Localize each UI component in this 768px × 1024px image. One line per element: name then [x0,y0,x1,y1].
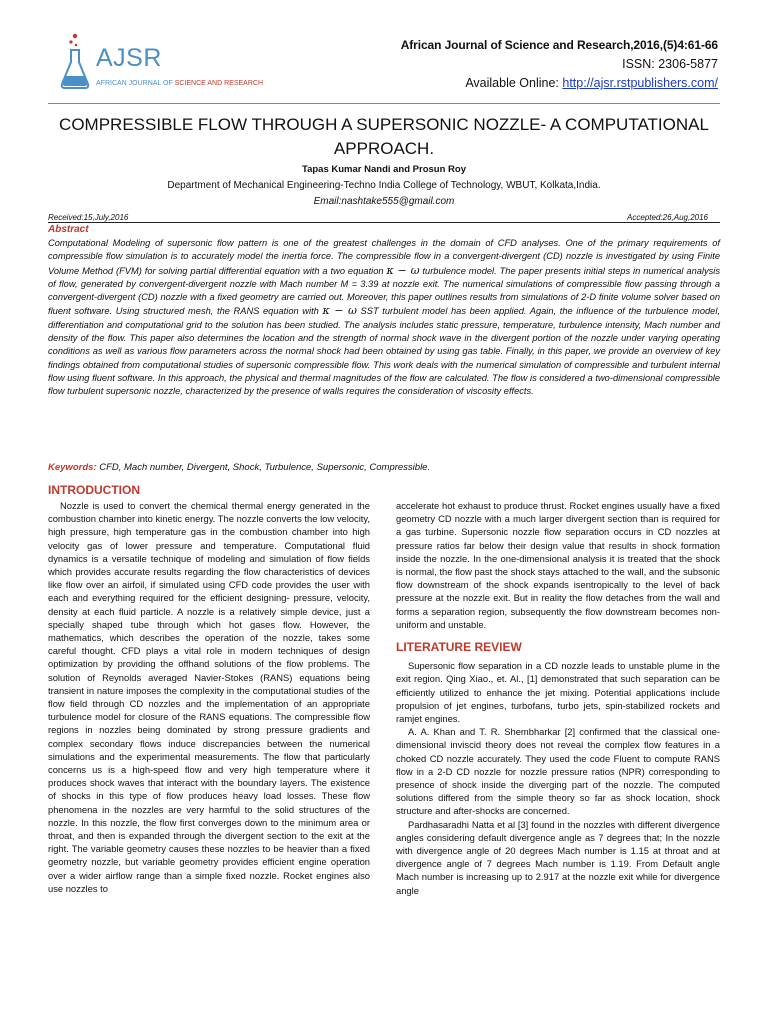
right-column [396,499,720,897]
logo-name: AJSR [96,44,162,72]
kappa-omega-symbol: κ − ω [322,304,357,318]
flask-icon [60,30,96,94]
received-date: Received:15,July,2016 [48,213,129,222]
journal-logo [60,30,300,100]
journal-info [401,36,718,93]
email: Email:nashtake555@gmail.com [313,196,455,207]
introduction-paragraph: Nozzle is used to convert the chemical thermal energy generated in the combustion chamber into kinetic energy. The nozzle converts the low velocity, high pressure, high temperature gas in the combustion chamber into high velocity gas of lower pressure and temperature. Computational fluid dynamics is a versatile technique of modeling and simulation of flow fields which provides accurate results regarding the flow characteristics of devices like flow over an airfoil, if simulated using CFD code provides the user with each and everything required for the efficient designing- pressure, velocity, density at each fluid particle. A nozzle is a relatively simple device, just a specially shaped tube through which hot gases flow. However, the mathematics, which describes the operation of the nozzle, takes some careful thought. CFD plays a vital role in modern techniques of design optimization by providing the offhand solutions of the flow problems. The solution of Reynolds averaged Navier-Stokes (RANS) equations being transient in nature imposes the complexity in the computational studies of the flow field through CD nozzles and the implementation of an appropriate turbulence model for closure of the RANS equations. The compressible flow regions in nozzles being dominated by strong pressure gradients and complex secondary flows induce discrepancies between the numerical simulations and the experimental measurements. The flow that particularly concerns us is a high-speed flow and very high temperature where it produces shock waves that interact with the boundary layers. The existence of shocks in this type of flow produces heavy load losses. These flow phenomena in the nozzles are very harmful to the solid structures of the nozzle. In this nozzle, the flow first converges down to the minimum area or throat, and then is expanded through the divergent section to the exit at the right. The variable geometry causes these nozzles to be heavier than a fixed geometry nozzle, but variable geometry provides efficient engine operation over a wider airflow range than a simple fixed nozzle. Rocket engines also use nozzles to [48,500,370,894]
issn: ISSN: 2306-5877 [622,57,718,71]
introduction-paragraph-continued: accelerate hot exhaust to produce thrust. Rocket engines usually have a fixed geometry CD nozzle with a much larger divergent section than is required for a gas turbine. Supersonic nozzle flow separation occurs in CD nozzles at pressure ratios far below their design value that results in shock formation inside the nozzle. In the one-dimensional analysis it is treated that the shock is normal, the flow past the shock stays attached to the wall, and the subsonic flow downstream of the shock expands isentropically to the level of back pressure at the nozzle exit. But in reality the flow detaches from the wall and forms a separation region, subsequently the flow downstream becomes non-uniform and unstable. [396,500,720,630]
accepted-date: Accepted:26,Aug,2016 [627,213,708,222]
literature-paragraph: Supersonic flow separation in a CD nozzle leads to unstable plume in the exit region. Qing Xiao., et. Al., [1] demonstrated that such separation can be efficiently utilized to enhance the jet mixing. Potential applications include propulsion of jet engines, turbofans, turbo jets, spin-stabilized rockets and ramjet engines. [396,660,720,725]
affiliation: Department of Mechanical Engineering-Techno India College of Technology, WBUT, Kolkata,India. [167,180,601,191]
introduction-column [48,499,370,895]
header-divider [48,103,720,104]
logo-subtitle: AFRICAN JOURNAL OF SCIENCE AND RESEARCH [96,80,263,87]
paper-title: COMPRESSIBLE FLOW THROUGH A SUPERSONIC NOZZLE- A COMPUTATIONAL APPROACH. [59,115,709,158]
journal-url-link[interactable]: http://ajsr.rstpublishers.com/ [562,76,718,90]
literature-paragraph: A. A. Khan and T. R. Shembharkar [2] confirmed that the classical one-dimensional inviscid theory does not reveal the complex flow features in a choked CD nozzle accurately. They used the code Fluent to compute RANS flow in a 2-D CD nozzle for nozzle pressure ratios (NPR) corresponding to presence of shock inside the diverging part of the nozzle. The computed solutions differed from the simple theory so far as shock location, shock structure and after-shocks are concerned. [396,726,720,817]
abstract-text: Computational Modeling of supersonic flow pattern is one of the greatest challenges in the domain of CFD analyses. One of the primary requirements of compressible flow simulation is to accurately model the inertia force. The compressible flow in a convergent-divergent (CD) nozzle is investigated by using Finite Volume Method (FVM) for solving partial differential equation with a two equation κ − ω turbulence model. The paper presents initial steps in numerical analysis of flow, generated by convergent-divergent nozzle with Mach number M = 3.39 at nozzle exit. The numerical simulations of compressible flow passing through a convergent-divergent (CD) nozzle with a fixed geometry are carried out. Moreover, this paper outlines results from simulations of 2-D finite volume solver based on fluent software. Using structured mesh, the RANS equation with κ − ω SST turbulent model has been applied. Again, the influence of the turbulence model, differentiation and computational grid to the solution has been studied. The analysis includes static pressure, temperature, turbulence intensity, Mach number and density of the flow. This paper also determines the location and the strength of normal shock wave in the divergent portion of the nozzle under varying operating conditions as well as various flow parameters across the normal shock had been obtained by using gas table. Finally, in this paper, we provide an overview of key findings obtained from computational studies of supersonic compressible flow. This work deals with the numerical simulation of compressible and turbulent internal flow using fluent software. In this approach, the physical and thermal magnitudes of the flow are calculated. The flow is considered a two-dimensional compressible flow turbulent supersonic nozzle, characterized by the presence of walls requires the consideration of viscosity effects. [48,238,720,397]
kappa-omega-symbol: κ − ω [386,263,420,277]
keywords: Keywords: CFD, Mach number, Divergent, Shock, Turbulence, Supersonic, Compressible. [48,462,431,473]
literature-heading: LITERATURE REVIEW [396,640,522,655]
abstract-heading: Abstract [48,224,89,235]
introduction-heading: INTRODUCTION [48,483,140,497]
literature-paragraph: Pardhasaradhi Natta et al [3] found in the nozzles with different divergence angles considering default divergence angle as 7 degrees that; In the nozzle with divergence angle of 20 degrees Mach number is 1.15 at throat and at divergence angle of 7 degrees Mach number is 1.19. From Default angle Mach number is increasing up to 2.917 at the nozzle exit while for divergence angle [396,818,720,896]
authors: Tapas Kumar Nandi and Prosun Roy [302,164,466,175]
journal-citation: African Journal of Science and Research,2016,(5)4:61-66 [400,38,718,52]
available-online: Available Online: http://ajsr.rstpublishers.com/ [465,76,718,90]
abstract-divider [48,222,720,223]
